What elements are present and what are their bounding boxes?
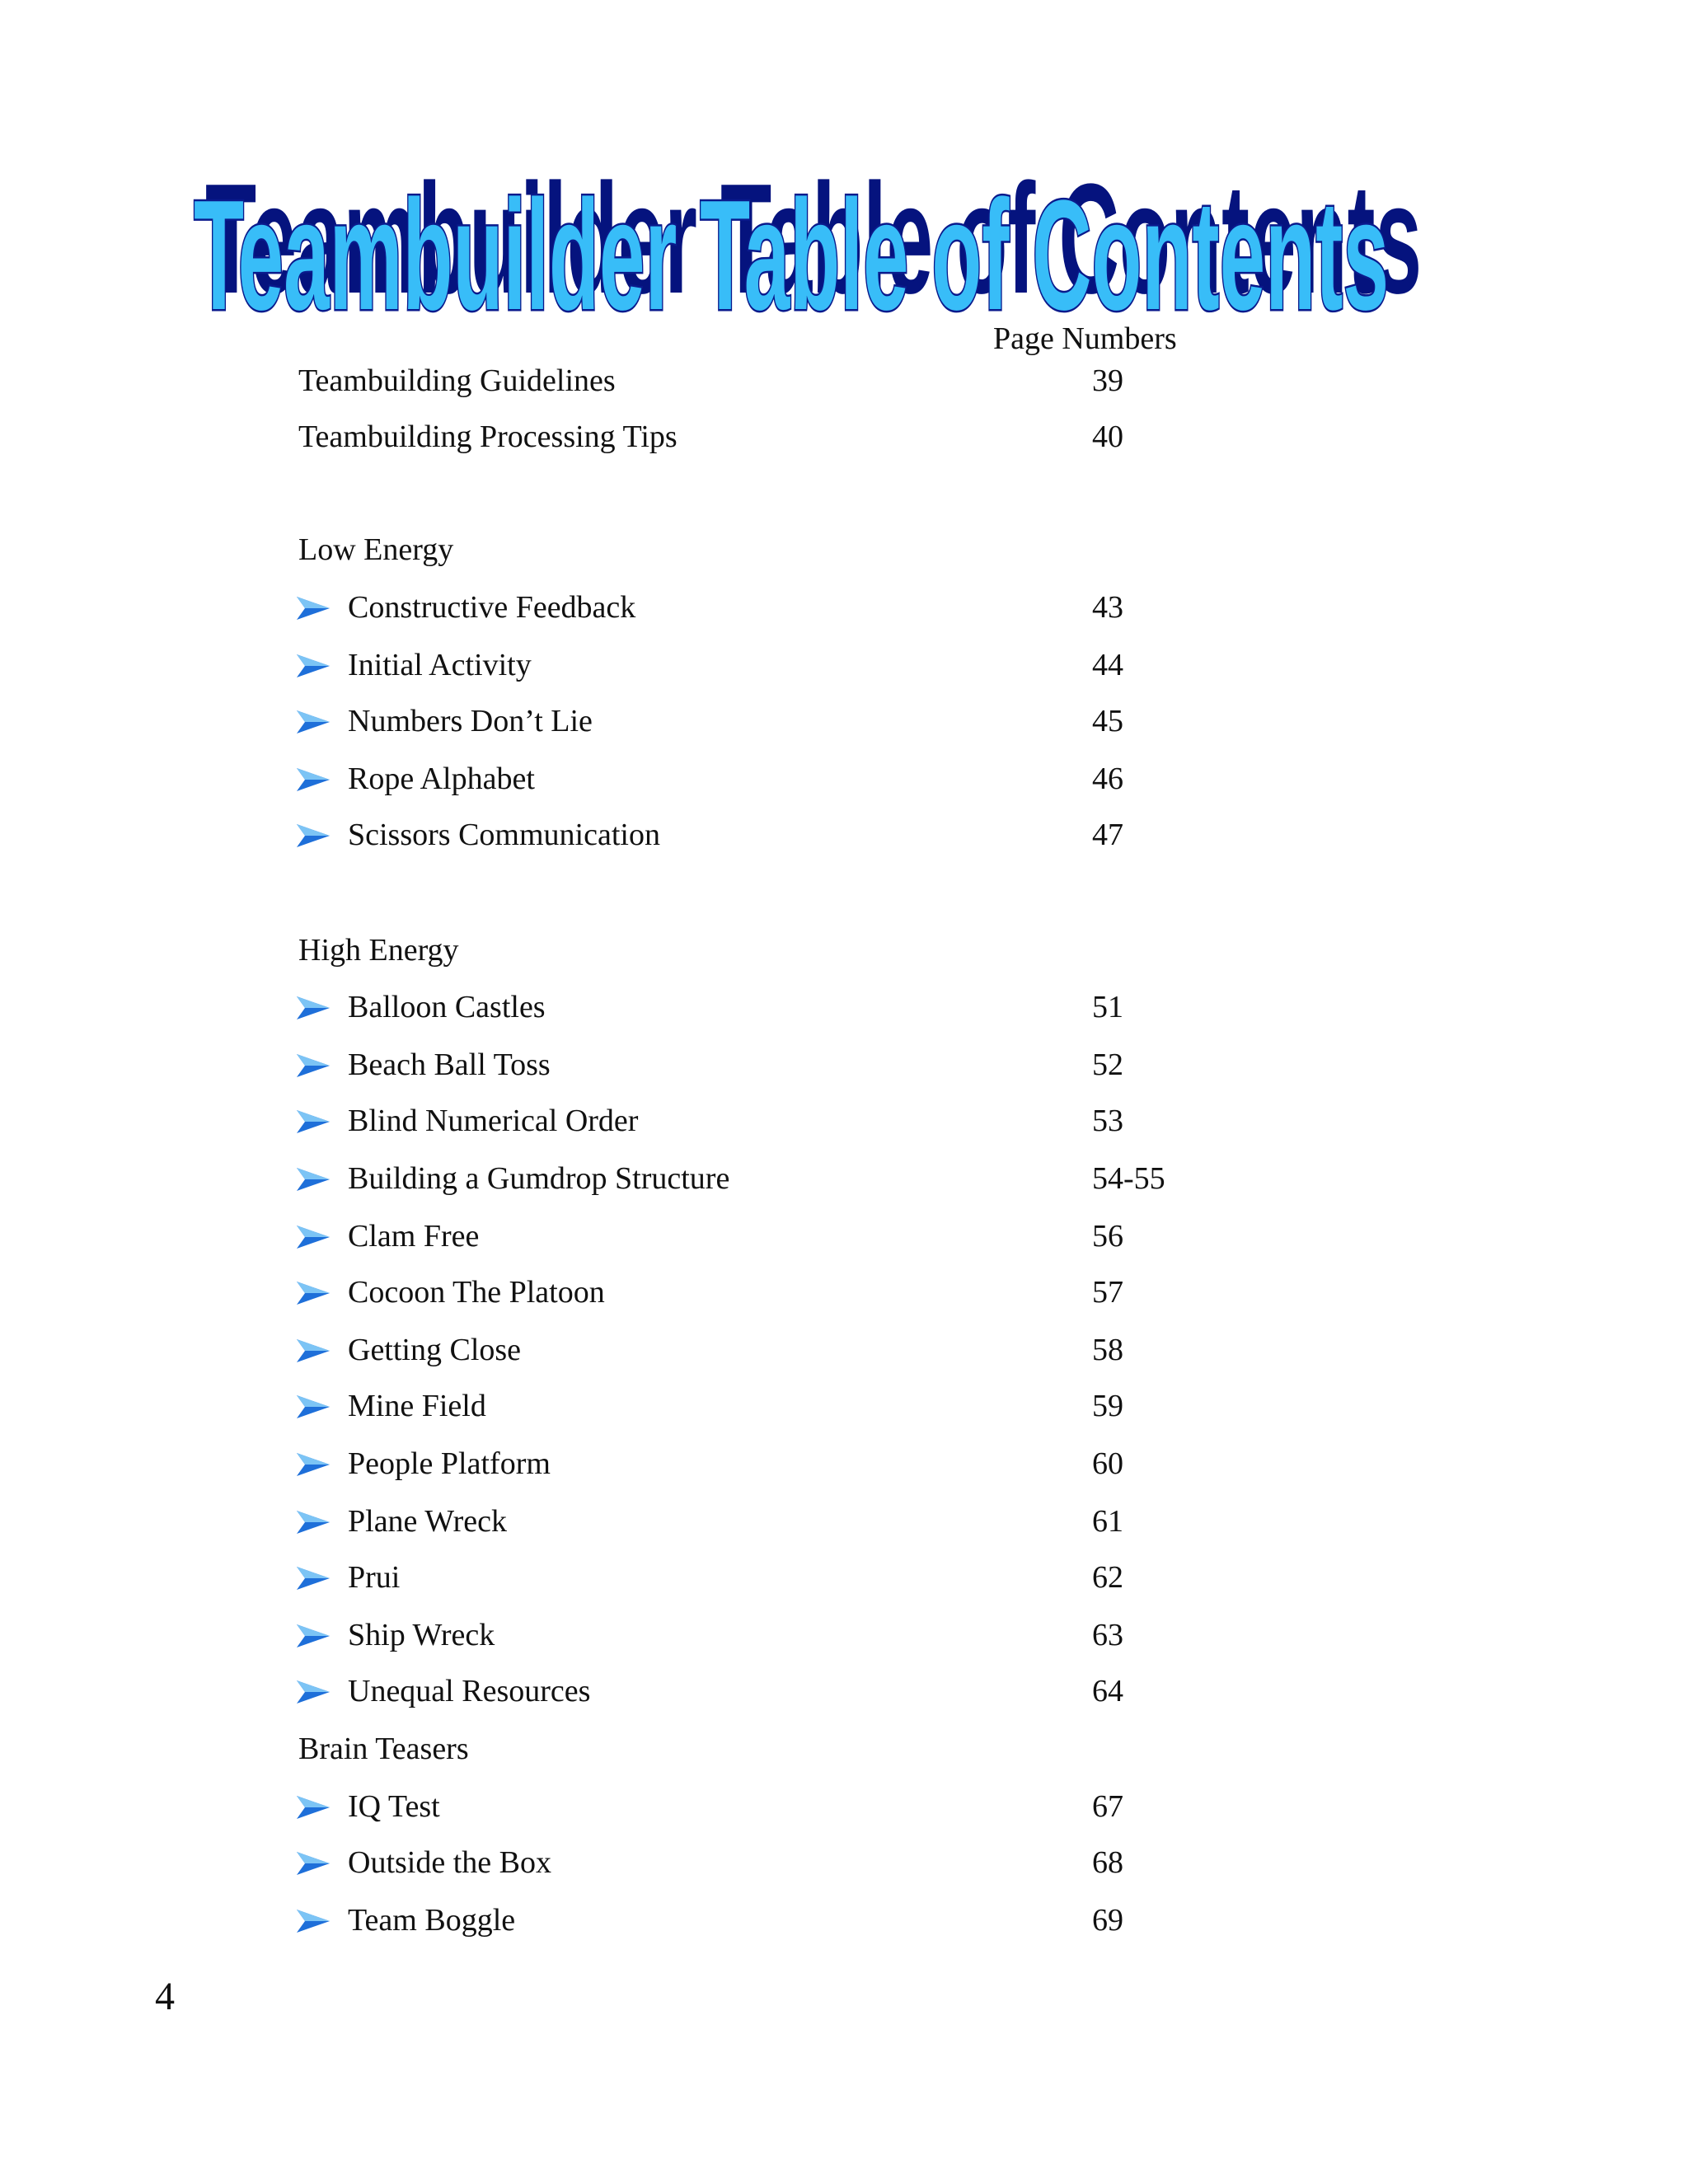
toc-page: 62: [1092, 1560, 1123, 1595]
toc-page: 58: [1092, 1333, 1123, 1367]
arrow-bullet-icon: [295, 1394, 331, 1420]
toc-page: 54-55: [1092, 1161, 1165, 1196]
toc-label: Beach Ball Toss: [348, 1047, 551, 1082]
toc-page: 67: [1092, 1789, 1123, 1824]
arrow-bullet-icon: [295, 823, 331, 849]
arrow-bullet-icon: [295, 595, 331, 621]
arrow-bullet-icon: [295, 1565, 331, 1591]
toc-label: Clam Free: [348, 1219, 480, 1254]
section-heading-brain-teasers: Brain Teasers: [298, 1732, 469, 1766]
toc-page: 56: [1092, 1219, 1123, 1254]
toc-page: 64: [1092, 1674, 1123, 1708]
arrow-bullet-icon: [295, 1679, 331, 1705]
toc-label: Scissors Communication: [348, 818, 660, 852]
toc-label: Constructive Feedback: [348, 590, 636, 625]
toc-label: Plane Wreck: [348, 1504, 507, 1539]
toc-page: 46: [1092, 762, 1123, 796]
toc-page: 44: [1092, 648, 1123, 682]
arrow-bullet-icon: [295, 766, 331, 793]
toc-page: 45: [1092, 704, 1123, 738]
toc-page: 63: [1092, 1618, 1123, 1652]
toc-page: 51: [1092, 990, 1123, 1024]
toc-label: Balloon Castles: [348, 990, 546, 1024]
toc-label: Team Boggle: [348, 1903, 516, 1938]
toc-page: 61: [1092, 1504, 1123, 1539]
arrow-bullet-icon: [295, 653, 331, 679]
arrow-bullet-icon: [295, 1280, 331, 1306]
toc-page: 47: [1092, 818, 1123, 852]
toc-page: 69: [1092, 1903, 1123, 1938]
toc-page: 60: [1092, 1446, 1123, 1481]
toc-label: Initial Activity: [348, 648, 532, 682]
toc-label: Getting Close: [348, 1333, 522, 1367]
arrow-bullet-icon: [295, 1166, 331, 1193]
arrow-bullet-icon: [295, 995, 331, 1021]
section-heading-low-energy: Low Energy: [298, 532, 454, 567]
arrow-bullet-icon: [295, 1509, 331, 1535]
toc-page: 43: [1092, 590, 1123, 625]
arrow-bullet-icon: [295, 1451, 331, 1478]
toc-label: Mine Field: [348, 1389, 486, 1423]
toc-label: Building a Gumdrop Structure: [348, 1161, 730, 1196]
toc-page: 57: [1092, 1275, 1123, 1310]
section-heading-high-energy: High Energy: [298, 933, 459, 968]
toc-label: Unequal Resources: [348, 1674, 591, 1708]
arrow-bullet-icon: [295, 1224, 331, 1250]
arrow-bullet-icon: [295, 1908, 331, 1934]
arrow-bullet-icon: [295, 709, 331, 735]
toc-page: 40: [1092, 419, 1123, 454]
arrow-bullet-icon: [295, 1850, 331, 1877]
toc-page: 59: [1092, 1389, 1123, 1423]
arrow-bullet-icon: [295, 1052, 331, 1079]
toc-label: People Platform: [348, 1446, 551, 1481]
arrow-bullet-icon: [295, 1623, 331, 1649]
arrow-bullet-icon: [295, 1108, 331, 1135]
toc-label: Teambuilding Processing Tips: [298, 419, 678, 454]
toc-label: Cocoon The Platoon: [348, 1275, 605, 1310]
page-title-text: Teambuilder Table of Contents: [194, 168, 1389, 343]
toc-label: Rope Alphabet: [348, 762, 535, 796]
toc-label: IQ Test: [348, 1789, 440, 1824]
toc-label: Numbers Don’t Lie: [348, 704, 593, 738]
toc-label: Ship Wreck: [348, 1618, 495, 1652]
toc-page: 52: [1092, 1047, 1123, 1082]
page-number: 4: [155, 1975, 175, 2018]
arrow-bullet-icon: [295, 1794, 331, 1821]
column-header: Page Numbers: [993, 321, 1177, 356]
toc-label: Blind Numerical Order: [348, 1104, 639, 1138]
arrow-bullet-icon: [295, 1338, 331, 1364]
toc-page: 68: [1092, 1845, 1123, 1880]
toc-page: 39: [1092, 363, 1123, 398]
page-title-shadow: Teambuilder Table of Contents: [205, 152, 1422, 326]
toc-label: Prui: [348, 1560, 401, 1595]
toc-label: Outside the Box: [348, 1845, 551, 1880]
toc-page: 53: [1092, 1104, 1123, 1138]
toc-label: Teambuilding Guidelines: [298, 363, 616, 398]
